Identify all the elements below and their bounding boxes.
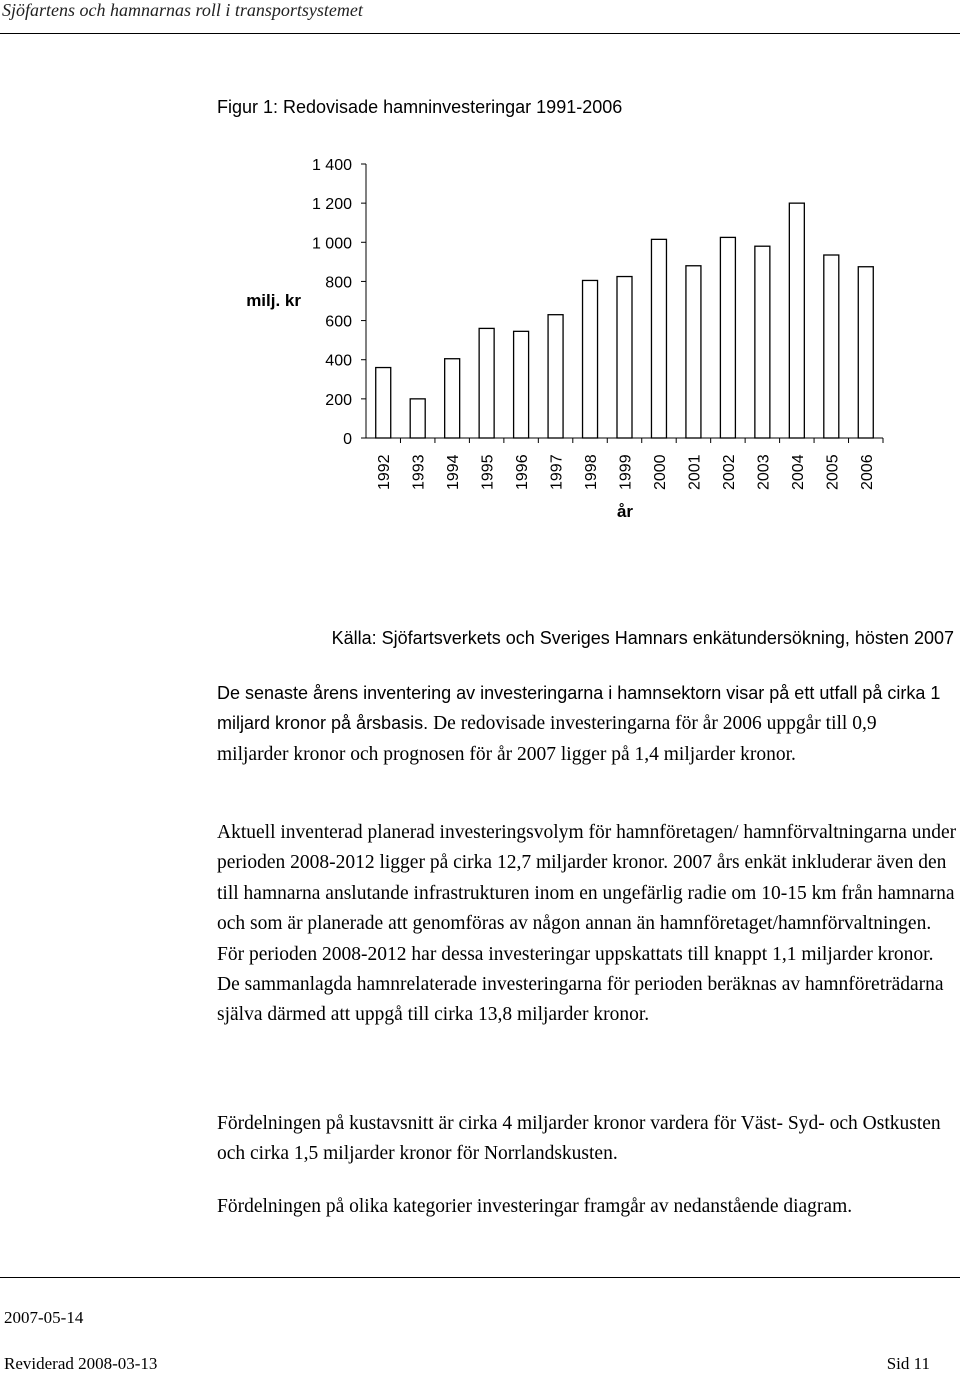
bar-1997 bbox=[548, 315, 563, 438]
x-tick-label: 2006 bbox=[858, 454, 876, 490]
x-tick-label: 2005 bbox=[824, 454, 842, 490]
x-tick-label: 1992 bbox=[376, 454, 394, 490]
x-tick-label: 2003 bbox=[755, 454, 773, 490]
bar-2003 bbox=[755, 246, 770, 438]
chart-source-note: Källa: Sjöfartsverkets och Sveriges Hamnars enkätundersökning, hösten 2007 bbox=[331, 628, 954, 648]
footer-divider bbox=[0, 1277, 960, 1278]
bar-2001 bbox=[686, 266, 701, 438]
y-tick-label: 1 000 bbox=[311, 235, 352, 253]
x-tick-label: 1999 bbox=[617, 454, 635, 490]
bar-1993 bbox=[410, 399, 425, 438]
y-tick-label: 400 bbox=[325, 352, 352, 370]
x-tick-label: 2000 bbox=[651, 454, 669, 490]
x-tick-label: 1997 bbox=[548, 454, 566, 490]
y-tick-label: 200 bbox=[325, 391, 352, 409]
footer-revised-date: Reviderad 2008-03-13 bbox=[4, 1354, 158, 1373]
x-tick-label: 2004 bbox=[789, 454, 807, 490]
paragraph-intro-lead: De senaste årens inventering av investeringarna i hamnsektorn visar på ett utfall på cirka 1 miljard kronor på årsbasis. bbox=[217, 683, 941, 733]
bar-1994 bbox=[445, 359, 460, 438]
footer-date: 2007-05-14 bbox=[4, 1308, 84, 1327]
bar-2004 bbox=[789, 203, 804, 438]
paragraph-categories: Fördelningen på olika kategorier investeringar framgår av nedanstående diagram. bbox=[217, 1196, 853, 1217]
bar-2000 bbox=[651, 239, 666, 438]
paragraph-intro bbox=[217, 678, 947, 770]
y-tick-label: 600 bbox=[325, 313, 352, 331]
bar-1999 bbox=[617, 277, 632, 438]
figure-caption: Figur 1: Redovisade hamninvesteringar 1991-2006 bbox=[217, 97, 623, 117]
bar-1995 bbox=[479, 328, 494, 438]
x-tick-label: 1998 bbox=[583, 454, 601, 490]
y-tick-label: 1 400 bbox=[311, 157, 352, 174]
bar-2002 bbox=[720, 237, 735, 438]
x-tick-label: 1996 bbox=[514, 454, 532, 490]
chart-plot-area bbox=[246, 157, 883, 521]
bar-1996 bbox=[514, 331, 529, 438]
paragraph-intro-cont: De redovisade investeringarna för år 2006 uppgår till 0,9 miljarder kronor och prognosen för år 2007 ligger på 1,4 miljarder kronor. bbox=[217, 713, 877, 765]
x-tick-label: 1994 bbox=[445, 454, 463, 490]
y-tick-label: 1 200 bbox=[311, 196, 352, 214]
x-axis-title: år bbox=[616, 502, 634, 521]
x-tick-label: 2001 bbox=[686, 454, 704, 490]
bar-1998 bbox=[583, 280, 598, 438]
paragraph-coast-distribution: Fördelningen på kustavsnitt är cirka 4 miljarder kronor vardera för Väst- Syd- och Ostkusten och cirka 1,5 miljarder kronor för Norrlandskusten. bbox=[217, 1113, 941, 1165]
bar-chart bbox=[0, 140, 960, 525]
x-tick-label: 1995 bbox=[479, 454, 497, 490]
running-header-title: Sjöfartens och hamnarnas roll i transportsystemet bbox=[2, 0, 363, 20]
paragraph-planned-investments: Aktuell inventerad planerad investeringsvolym för hamnföretagen/ hamnförvaltningarna under perioden 2008-2012 ligger på cirka 12,7 miljarder kronor. 2007 års enkät inkluderar även den till hamnarna anslutande infrastrukturen inom en ungefärlig radie om 10-15 km från hamnarna och som är planerade att genomföras av någon annan än hamnföretaget/hamnförvaltningen. För perioden 2008-2012 har dessa investeringar uppskattats till knappt 1,1 miljarder kronor. De sammanlagda hamnrelaterade investeringarna för perioden beräknas av hamnföreträdarna själva därmed att uppgå till cirka 13,8 miljarder kronor. bbox=[217, 822, 957, 1026]
x-tick-label: 2002 bbox=[720, 454, 738, 490]
header-divider bbox=[0, 33, 960, 34]
y-axis-title: milj. kr bbox=[246, 291, 301, 310]
bar-1992 bbox=[376, 368, 391, 438]
y-tick-label: 800 bbox=[325, 274, 352, 292]
x-tick-label: 1993 bbox=[410, 454, 428, 490]
bar-2005 bbox=[824, 255, 839, 438]
footer-page-number: Sid 11 bbox=[886, 1354, 930, 1373]
y-tick-label: 0 bbox=[343, 431, 352, 448]
bar-2006 bbox=[858, 267, 873, 438]
